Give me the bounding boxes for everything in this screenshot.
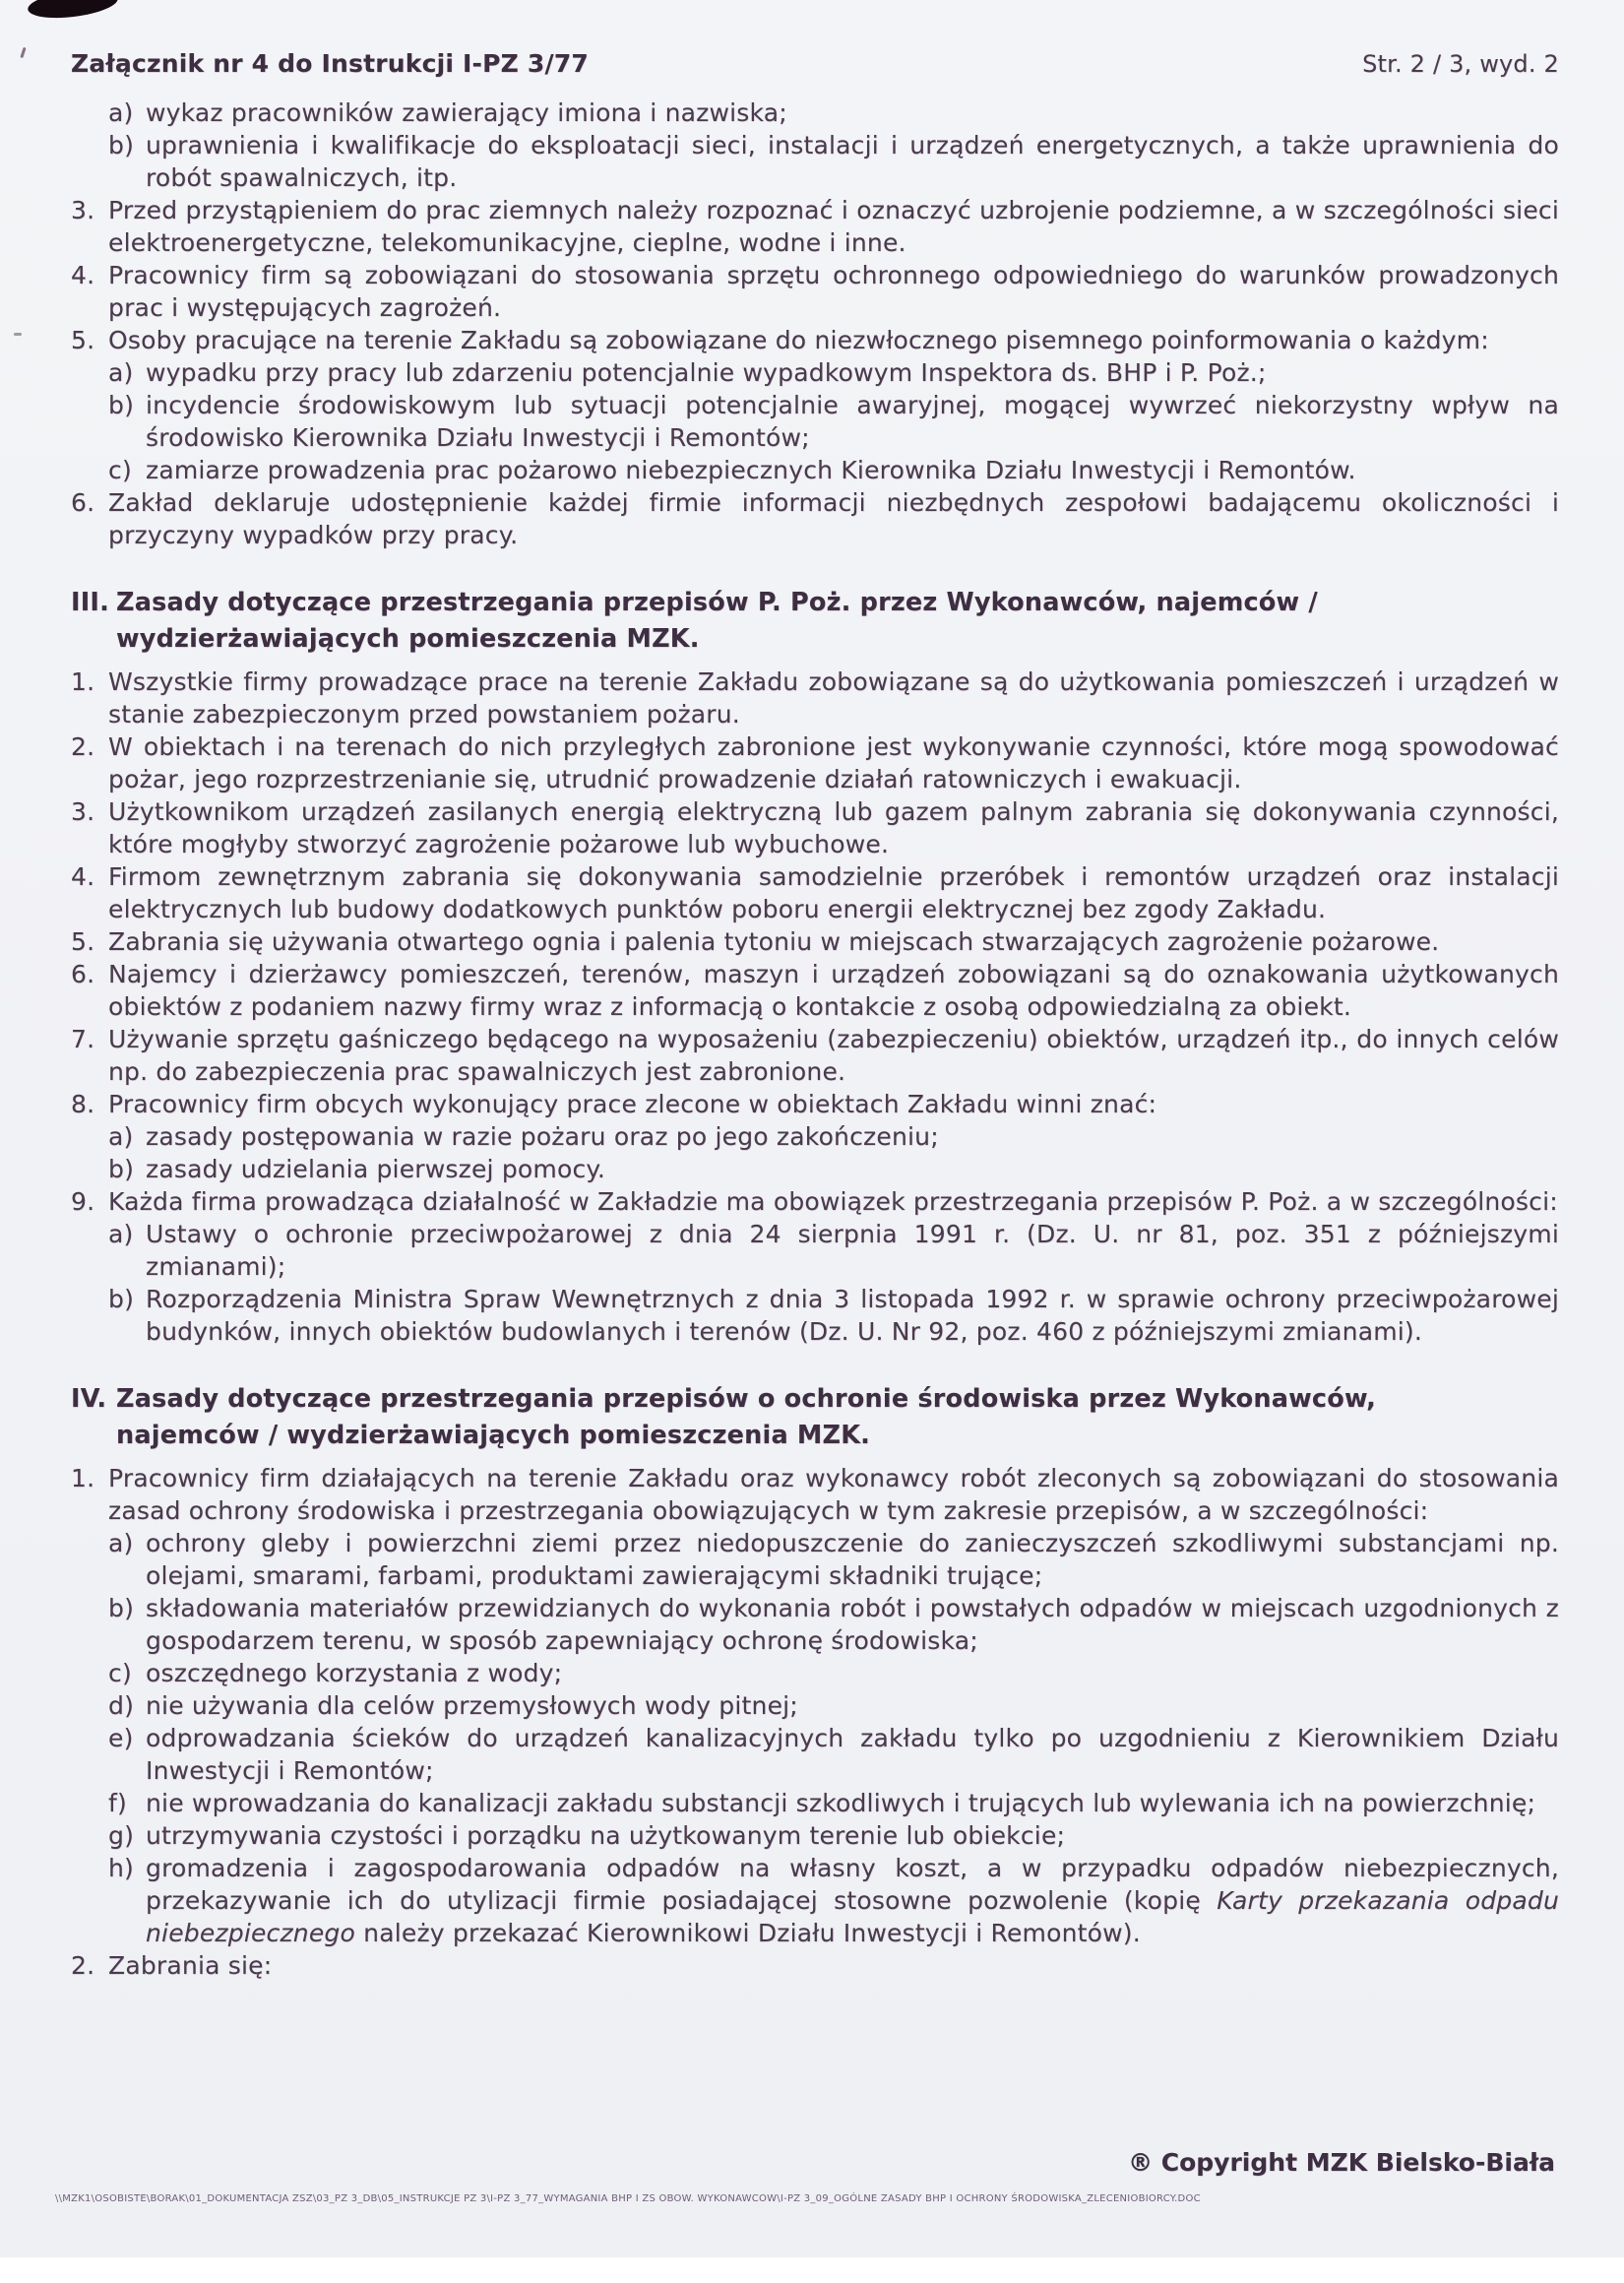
- list-item: [71, 1088, 1559, 1120]
- list-item: [108, 96, 1559, 129]
- list-item: [108, 1657, 1559, 1689]
- item-text: oszczędnego korzystania z wody;: [146, 1659, 563, 1687]
- list-item: [108, 1819, 1559, 1852]
- item-label: 4.: [71, 862, 95, 891]
- item-text: zasady udzielania pierwszej pomocy.: [146, 1155, 605, 1183]
- item-text: Pracownicy firm działających na terenie Zakładu oraz wykonawcy robót zleconych są zobowiązani do stosowania zasad ochrony środowiska i przestrzegania obowiązujących w tym zakresie przepisów, a w szczególności:: [108, 1464, 1559, 1525]
- list-item: [71, 194, 1559, 259]
- scan-bottom-strip: [0, 2257, 1624, 2283]
- text-part: gromadzenia i zagospodarowania odpadów na własny koszt, a w przypadku odpadów niebezpiecznych, przekazywanie ich do utylizacji firmie posiadającej stosowne pozwolenie (kopię: [146, 1854, 1559, 1915]
- list-item: [71, 730, 1559, 795]
- list-item: [108, 1120, 1559, 1153]
- header-page-info: Str. 2 / 3, wyd. 2: [1362, 50, 1559, 78]
- section-heading: [71, 1381, 1559, 1454]
- item-text: Zakład deklaruje udostępnienie każdej firmie informacji niezbędnych zespołowi badającemu okoliczności i przyczyny wypadków przy pracy.: [108, 488, 1559, 549]
- list-item: [71, 486, 1559, 551]
- item-label: 5.: [71, 326, 95, 354]
- list-item: [108, 1852, 1559, 1949]
- list-item: [71, 324, 1559, 356]
- item-label: 1.: [71, 667, 95, 696]
- item-label: a): [108, 1529, 134, 1557]
- item-label: h): [108, 1854, 134, 1882]
- page-header: [71, 47, 1559, 81]
- list-item: [108, 1787, 1559, 1819]
- document-body: [71, 96, 1559, 1982]
- list-item: [71, 925, 1559, 958]
- item-label: 1.: [71, 1464, 95, 1492]
- item-label: b): [108, 1285, 135, 1313]
- item-label: 3.: [71, 196, 95, 224]
- item-text: uprawnienia i kwalifikacje do eksploatacji sieci, instalacji i urządzeń energetycznych, a także uprawnienia do robót spawalniczych, itp.: [146, 131, 1559, 192]
- item-text: wykaz pracowników zawierający imiona i nazwiska;: [146, 98, 787, 127]
- item-label: b): [108, 1155, 135, 1183]
- heading-text: Zasady dotyczące przestrzegania przepisów P. Poż. przez Wykonawców, najemców /: [116, 588, 1318, 617]
- item-text: Najemcy i dzierżawcy pomieszczeń, terenów, maszyn i urządzeń zobowiązani są do oznakowania użytkowanych obiektów z podaniem nazwy firmy wraz z informacją o kontakcie z osobą odpowiedzialną za obiekt.: [108, 960, 1559, 1021]
- item-text: W obiektach i na terenach do nich przyległych zabronione jest wykonywanie czynności, które mogą spowodować pożar, jego rozprzestrzenianie się, utrudnić prowadzenie działań ratowniczych i ewakuacji.: [108, 732, 1559, 793]
- item-text: zasady postępowania w razie pożaru oraz po jego zakończeniu;: [146, 1122, 939, 1151]
- item-text: odprowadzania ścieków do urządzeń kanalizacyjnych zakładu tylko po uzgodnieniu z Kierownikiem Działu Inwestycji i Remontów;: [146, 1724, 1559, 1785]
- item-label: g): [108, 1821, 135, 1850]
- heading-line: [71, 585, 1559, 621]
- item-text: ochrony gleby i powierzchni ziemi przez niedopuszczenie do zanieczyszczeń szkodliwymi substancjami np. olejami, smarami, farbami, produktami zawierającymi składniki trujące;: [146, 1529, 1559, 1590]
- item-text: Pracownicy firm obcych wykonujący prace zlecone w obiektach Zakładu winni znać:: [108, 1090, 1157, 1118]
- list-item: [71, 795, 1559, 860]
- item-text: Osoby pracujące na terenie Zakładu są zobowiązane do niezwłocznego pisemnego poinformowania o każdym:: [108, 326, 1489, 354]
- list-item: [71, 666, 1559, 730]
- list-item: [71, 1185, 1559, 1218]
- item-text: Firmom zewnętrznym zabrania się dokonywania samodzielnie przeróbek i remontów urządzeń oraz instalacji elektrycznych lub budowy dodatkowych punktów poboru energii elektrycznej bez zgody Zakładu.: [108, 862, 1559, 923]
- item-label: a): [108, 1122, 134, 1151]
- item-label: c): [108, 456, 132, 484]
- header-attachment-title: Załącznik nr 4 do Instrukcji I-PZ 3/77: [71, 49, 590, 78]
- heading-text: Zasady dotyczące przestrzegania przepisów o ochronie środowiska przez Wykonawców,: [116, 1384, 1376, 1414]
- item-text: Każda firma prowadząca działalność w Zakładzie ma obowiązek przestrzegania przepisów P. Poż. a w szczególności:: [108, 1187, 1558, 1216]
- item-label: 9.: [71, 1187, 95, 1216]
- item-label: 2.: [71, 732, 95, 761]
- heading-line: [71, 1381, 1559, 1418]
- item-text: incydencie środowiskowym lub sytuacji potencjalnie awaryjnej, mogącej wywrzeć niekorzystny wpływ na środowisko Kierownika Działu Inwestycji i Remontów;: [146, 391, 1559, 452]
- item-label: a): [108, 98, 134, 127]
- list-item: [108, 1689, 1559, 1722]
- item-text: wypadku przy pracy lub zdarzeniu potencjalnie wypadkowym Inspektora ds. BHP i P. Poż.;: [146, 358, 1267, 387]
- section-heading: [71, 585, 1559, 658]
- item-label: 7.: [71, 1025, 95, 1053]
- item-label: d): [108, 1691, 135, 1720]
- list-item: [71, 1949, 1559, 1982]
- item-label: 6.: [71, 488, 95, 517]
- item-text: zamiarze prowadzenia prac pożarowo niebezpiecznych Kierownika Działu Inwestycji i Remontów.: [146, 456, 1356, 484]
- italic-term: Karty przekazania odpadu niebezpiecznego: [146, 1886, 1559, 1947]
- heading-number: III.: [71, 588, 109, 617]
- list-item: [108, 1283, 1559, 1348]
- item-label: f): [108, 1789, 127, 1817]
- list-item: [108, 1527, 1559, 1592]
- list-item: [108, 389, 1559, 454]
- list-item: [108, 454, 1559, 486]
- item-text: utrzymywania czystości i porządku na użytkowanym terenie lub obiekcie;: [146, 1821, 1066, 1850]
- item-label: c): [108, 1659, 132, 1687]
- item-text: składowania materiałów przewidzianych do wykonania robót i powstałych odpadów w miejscach uzgodnionych z gospodarzem terenu, w sposób zapewniający ochronę środowiska;: [146, 1594, 1559, 1655]
- item-label: b): [108, 131, 135, 159]
- list-item: [71, 1023, 1559, 1088]
- item-label: a): [108, 358, 134, 387]
- item-text: nie wprowadzania do kanalizacji zakładu substancji szkodliwych i trujących lub wylewania ich na powierzchnię;: [146, 1789, 1536, 1817]
- copyright-line: ® Copyright MZK Bielsko-Biała: [1128, 2148, 1555, 2177]
- list-item: [71, 958, 1559, 1023]
- item-label: 8.: [71, 1090, 95, 1118]
- item-label: 6.: [71, 960, 95, 988]
- item-text: nie używania dla celów przemysłowych wody pitnej;: [146, 1691, 798, 1720]
- item-text: Używanie sprzętu gaśniczego będącego na wyposażeniu (zabezpieczeniu) obiektów, urządzeń itp., do innych celów np. do zabezpieczenia prac spawalniczych jest zabronione.: [108, 1025, 1559, 1086]
- item-text: Użytkownikom urządzeń zasilanych energią elektryczną lub gazem palnym zabrania się dokonywania czynności, które mogłyby stworzyć zagrożenie pożarowe lub wybuchowe.: [108, 797, 1559, 858]
- item-text: Wszystkie firmy prowadzące prace na terenie Zakładu zobowiązane są do użytkowania pomieszczeń i urządzeń w stanie zabezpieczonym przed powstaniem pożaru.: [108, 667, 1559, 729]
- item-text: Ustawy o ochronie przeciwpożarowej z dnia 24 sierpnia 1991 r. (Dz. U. nr 81, poz. 351 z późniejszymi zmianami);: [146, 1220, 1559, 1281]
- item-label: 3.: [71, 797, 95, 826]
- item-label: 4.: [71, 261, 95, 289]
- heading-number: IV.: [71, 1384, 107, 1414]
- list-item: [108, 1153, 1559, 1185]
- list-item: [71, 860, 1559, 925]
- item-label: b): [108, 391, 135, 419]
- item-label: 2.: [71, 1951, 95, 1980]
- list-item: [71, 259, 1559, 324]
- list-item: [108, 356, 1559, 389]
- item-label: a): [108, 1220, 134, 1248]
- text-part: należy przekazać Kierownikowi Działu Inwestycji i Remontów).: [355, 1919, 1141, 1947]
- item-label: e): [108, 1724, 134, 1752]
- item-text: [146, 1852, 1559, 1949]
- item-text: Zabrania się:: [108, 1951, 273, 1980]
- list-item: [108, 1218, 1559, 1283]
- item-label: b): [108, 1594, 135, 1622]
- list-item: [108, 1592, 1559, 1657]
- item-text: Zabrania się używania otwartego ognia i palenia tytoniu w miejscach stwarzających zagrożenie pożarowe.: [108, 927, 1440, 956]
- list-item: [71, 1462, 1559, 1527]
- item-text: Pracownicy firm są zobowiązani do stosowania sprzętu ochronnego odpowiedniego do warunków prowadzonych prac i występujących zagrożeń.: [108, 261, 1559, 322]
- item-label: 5.: [71, 927, 95, 956]
- file-path-footer: \\MZK1\OSOBISTE\BORAK\01_DOKUMENTACJA ZSZ\03_PZ 3_DB\05_INSTRUKCJE PZ 3\I-PZ 3_77_WYMAGANIA BHP I ZS OBOW. WYKONAWCOW\I-PZ 3_09_OGÓLNE ZASADY BHP I OCHRONY ŚRODOWISKA_ZLECENIOBIORCY.DOC: [55, 2193, 1201, 2204]
- item-text: Rozporządzenia Ministra Spraw Wewnętrznych z dnia 3 listopada 1992 r. w sprawie ochrony przeciwpożarowej budynków, innych obiektów budowlanych i terenów (Dz. U. Nr 92, poz. 460 z późniejszymi zmianami).: [146, 1285, 1559, 1346]
- heading-line: najemców / wydzierżawiających pomieszczenia MZK.: [116, 1421, 871, 1450]
- list-item: [108, 1722, 1559, 1787]
- item-text: Przed przystąpieniem do prac ziemnych należy rozpoznać i oznaczyć uzbrojenie podziemne, a w szczególności sieci elektroenergetyczne, telekomunikacyjne, cieplne, wodne i inne.: [108, 196, 1559, 257]
- list-item: [108, 129, 1559, 194]
- heading-line: wydzierżawiających pomieszczenia MZK.: [116, 624, 700, 654]
